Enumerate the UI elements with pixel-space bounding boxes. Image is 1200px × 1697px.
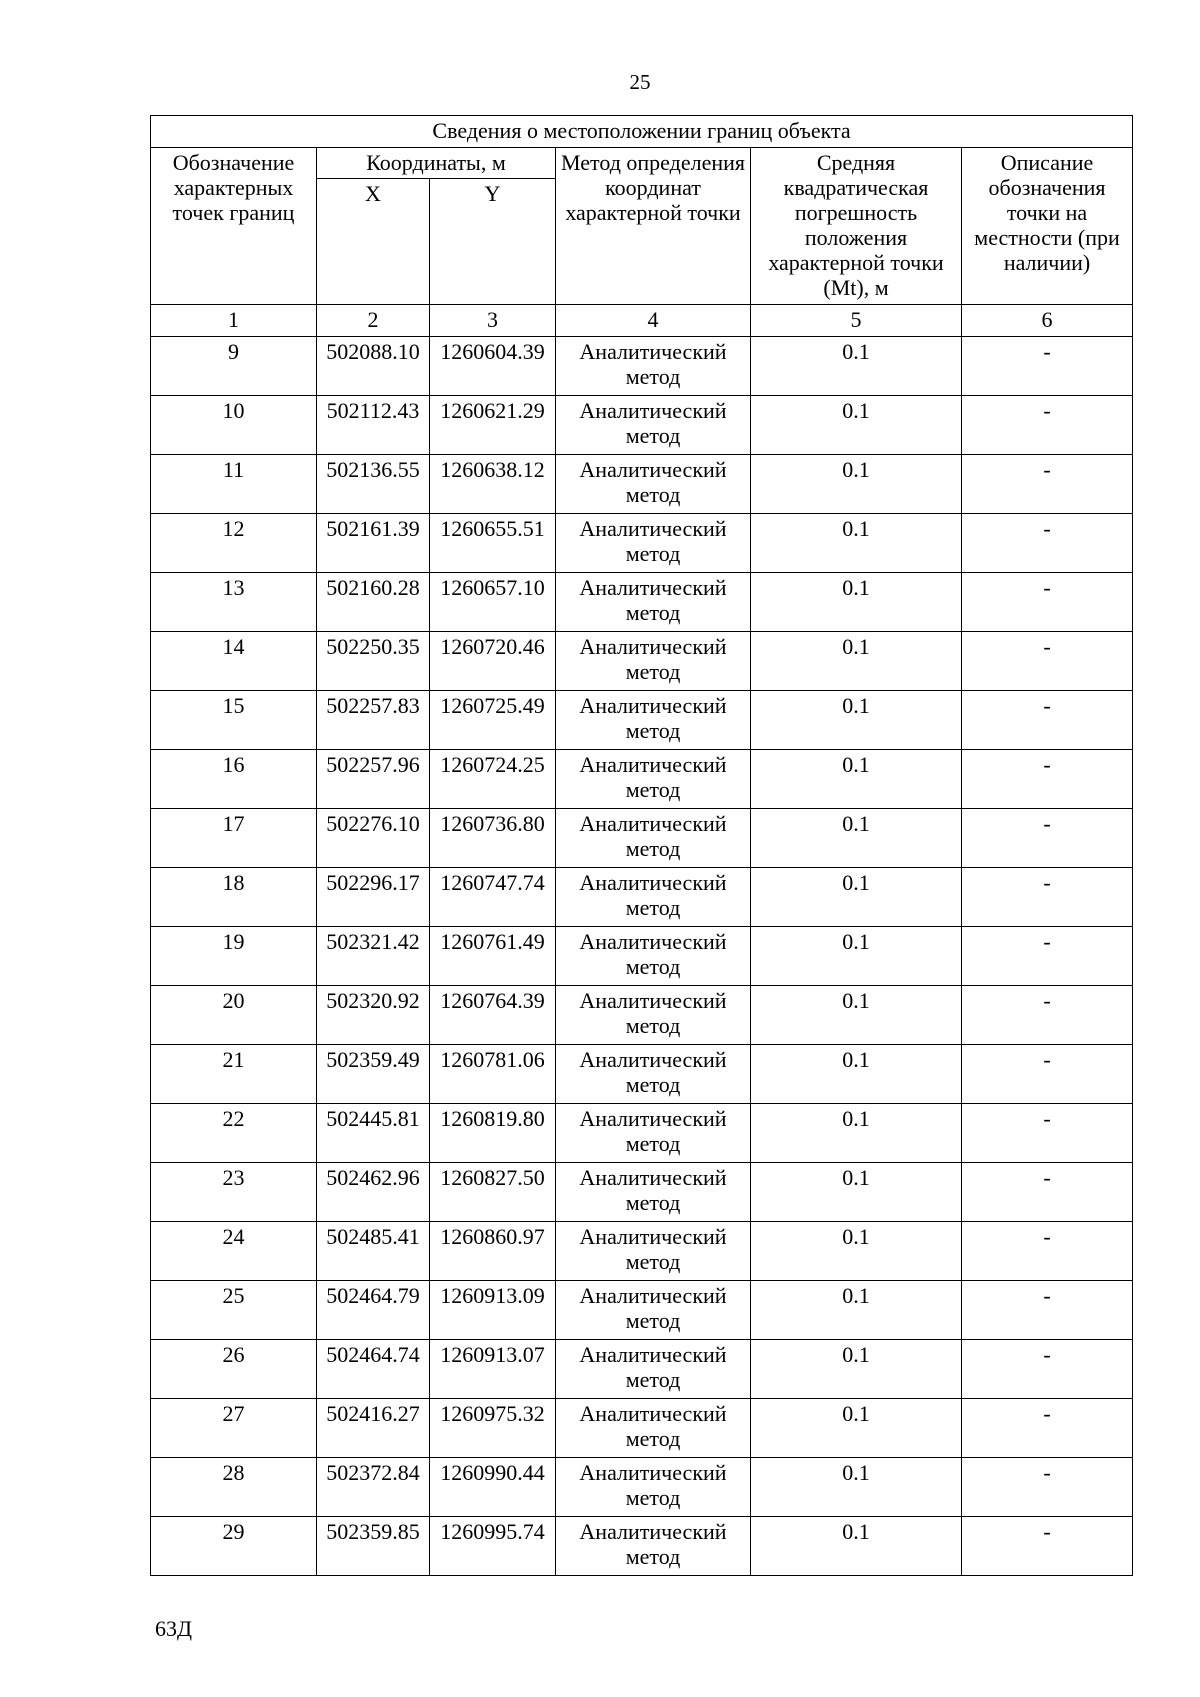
x-coordinate-cell: 502372.84 xyxy=(317,1458,430,1517)
header-description: Описание обозначения точки на местности (при наличии) xyxy=(962,148,1133,305)
method-cell: Аналитический метод xyxy=(556,1517,751,1576)
method-cell: Аналитический метод xyxy=(556,927,751,986)
point-cell: 22 xyxy=(151,1104,317,1163)
table-row xyxy=(151,750,1133,809)
description-cell: - xyxy=(962,809,1133,868)
x-coordinate-cell: 502276.10 xyxy=(317,809,430,868)
method-cell: Аналитический метод xyxy=(556,337,751,396)
description-cell: - xyxy=(962,1163,1133,1222)
error-cell: 0.1 xyxy=(751,1458,962,1517)
error-cell: 0.1 xyxy=(751,691,962,750)
table-row xyxy=(151,927,1133,986)
column-number: 6 xyxy=(962,305,1133,337)
error-cell: 0.1 xyxy=(751,632,962,691)
point-cell: 18 xyxy=(151,868,317,927)
y-coordinate-cell: 1260657.10 xyxy=(430,573,556,632)
point-cell: 11 xyxy=(151,455,317,514)
table-row xyxy=(151,1340,1133,1399)
header-y: Y xyxy=(430,179,556,305)
error-cell: 0.1 xyxy=(751,868,962,927)
point-cell: 29 xyxy=(151,1517,317,1576)
error-cell: 0.1 xyxy=(751,455,962,514)
method-cell: Аналитический метод xyxy=(556,632,751,691)
x-coordinate-cell: 502445.81 xyxy=(317,1104,430,1163)
column-numbers-row xyxy=(151,305,1133,337)
description-cell: - xyxy=(962,337,1133,396)
y-coordinate-cell: 1260655.51 xyxy=(430,514,556,573)
y-coordinate-cell: 1260747.74 xyxy=(430,868,556,927)
table-row xyxy=(151,1399,1133,1458)
y-coordinate-cell: 1260827.50 xyxy=(430,1163,556,1222)
error-cell: 0.1 xyxy=(751,573,962,632)
x-coordinate-cell: 502257.83 xyxy=(317,691,430,750)
y-coordinate-cell: 1260724.25 xyxy=(430,750,556,809)
description-cell: - xyxy=(962,1045,1133,1104)
description-cell: - xyxy=(962,750,1133,809)
boundary-coordinates-table xyxy=(150,115,1133,1576)
x-coordinate-cell: 502257.96 xyxy=(317,750,430,809)
table-row xyxy=(151,337,1133,396)
table-body xyxy=(151,337,1133,1576)
y-coordinate-cell: 1260621.29 xyxy=(430,396,556,455)
table-row xyxy=(151,1222,1133,1281)
x-coordinate-cell: 502464.74 xyxy=(317,1340,430,1399)
y-coordinate-cell: 1260638.12 xyxy=(430,455,556,514)
header-coordinates: Координаты, м xyxy=(317,148,556,179)
error-cell: 0.1 xyxy=(751,809,962,868)
table-row xyxy=(151,691,1133,750)
point-cell: 16 xyxy=(151,750,317,809)
x-coordinate-cell: 502359.49 xyxy=(317,1045,430,1104)
table-row xyxy=(151,809,1133,868)
description-cell: - xyxy=(962,396,1133,455)
error-cell: 0.1 xyxy=(751,750,962,809)
point-cell: 12 xyxy=(151,514,317,573)
description-cell: - xyxy=(962,455,1133,514)
table-row xyxy=(151,1517,1133,1576)
y-coordinate-cell: 1260720.46 xyxy=(430,632,556,691)
y-coordinate-cell: 1260995.74 xyxy=(430,1517,556,1576)
method-cell: Аналитический метод xyxy=(556,573,751,632)
x-coordinate-cell: 502416.27 xyxy=(317,1399,430,1458)
y-coordinate-cell: 1260761.49 xyxy=(430,927,556,986)
x-coordinate-cell: 502462.96 xyxy=(317,1163,430,1222)
table-row xyxy=(151,1045,1133,1104)
error-cell: 0.1 xyxy=(751,396,962,455)
description-cell: - xyxy=(962,1399,1133,1458)
header-point: Обозначение характерных точек границ xyxy=(151,148,317,305)
error-cell: 0.1 xyxy=(751,1340,962,1399)
method-cell: Аналитический метод xyxy=(556,809,751,868)
table-row xyxy=(151,1104,1133,1163)
method-cell: Аналитический метод xyxy=(556,691,751,750)
description-cell: - xyxy=(962,573,1133,632)
header-error: Средняя квадратическая погрешность положения характерной точки (Mt), м xyxy=(751,148,962,305)
y-coordinate-cell: 1260781.06 xyxy=(430,1045,556,1104)
description-cell: - xyxy=(962,868,1133,927)
x-coordinate-cell: 502464.79 xyxy=(317,1281,430,1340)
x-coordinate-cell: 502320.92 xyxy=(317,986,430,1045)
y-coordinate-cell: 1260913.09 xyxy=(430,1281,556,1340)
y-coordinate-cell: 1260725.49 xyxy=(430,691,556,750)
error-cell: 0.1 xyxy=(751,927,962,986)
point-cell: 28 xyxy=(151,1458,317,1517)
table-row xyxy=(151,986,1133,1045)
table-row xyxy=(151,1281,1133,1340)
error-cell: 0.1 xyxy=(751,1281,962,1340)
x-coordinate-cell: 502112.43 xyxy=(317,396,430,455)
table-row xyxy=(151,514,1133,573)
page-number: 25 xyxy=(629,70,651,94)
point-cell: 20 xyxy=(151,986,317,1045)
error-cell: 0.1 xyxy=(751,1399,962,1458)
point-cell: 17 xyxy=(151,809,317,868)
description-cell: - xyxy=(962,1104,1133,1163)
table-row xyxy=(151,573,1133,632)
description-cell: - xyxy=(962,1458,1133,1517)
x-coordinate-cell: 502296.17 xyxy=(317,868,430,927)
method-cell: Аналитический метод xyxy=(556,1281,751,1340)
error-cell: 0.1 xyxy=(751,1045,962,1104)
point-cell: 10 xyxy=(151,396,317,455)
y-coordinate-cell: 1260860.97 xyxy=(430,1222,556,1281)
x-coordinate-cell: 502160.28 xyxy=(317,573,430,632)
error-cell: 0.1 xyxy=(751,1104,962,1163)
point-cell: 15 xyxy=(151,691,317,750)
y-coordinate-cell: 1260913.07 xyxy=(430,1340,556,1399)
point-cell: 25 xyxy=(151,1281,317,1340)
method-cell: Аналитический метод xyxy=(556,1104,751,1163)
table-row xyxy=(151,1458,1133,1517)
y-coordinate-cell: 1260736.80 xyxy=(430,809,556,868)
method-cell: Аналитический метод xyxy=(556,1045,751,1104)
column-number: 3 xyxy=(430,305,556,337)
table-row xyxy=(151,868,1133,927)
method-cell: Аналитический метод xyxy=(556,396,751,455)
description-cell: - xyxy=(962,1517,1133,1576)
point-cell: 19 xyxy=(151,927,317,986)
description-cell: - xyxy=(962,632,1133,691)
method-cell: Аналитический метод xyxy=(556,986,751,1045)
point-cell: 21 xyxy=(151,1045,317,1104)
y-coordinate-cell: 1260604.39 xyxy=(430,337,556,396)
table-row xyxy=(151,632,1133,691)
point-cell: 9 xyxy=(151,337,317,396)
x-coordinate-cell: 502359.85 xyxy=(317,1517,430,1576)
error-cell: 0.1 xyxy=(751,337,962,396)
column-number: 5 xyxy=(751,305,962,337)
point-cell: 14 xyxy=(151,632,317,691)
error-cell: 0.1 xyxy=(751,1517,962,1576)
method-cell: Аналитический метод xyxy=(556,1163,751,1222)
point-cell: 23 xyxy=(151,1163,317,1222)
y-coordinate-cell: 1260764.39 xyxy=(430,986,556,1045)
description-cell: - xyxy=(962,1340,1133,1399)
method-cell: Аналитический метод xyxy=(556,1340,751,1399)
x-coordinate-cell: 502321.42 xyxy=(317,927,430,986)
table-row xyxy=(151,396,1133,455)
table-title: Сведения о местоположении границ объекта xyxy=(151,116,1133,148)
description-cell: - xyxy=(962,1281,1133,1340)
point-cell: 26 xyxy=(151,1340,317,1399)
method-cell: Аналитический метод xyxy=(556,1399,751,1458)
column-number: 4 xyxy=(556,305,751,337)
error-cell: 0.1 xyxy=(751,986,962,1045)
method-cell: Аналитический метод xyxy=(556,750,751,809)
footer-code: 63Д xyxy=(155,1616,193,1641)
table-row xyxy=(151,1163,1133,1222)
description-cell: - xyxy=(962,1222,1133,1281)
column-number: 2 xyxy=(317,305,430,337)
error-cell: 0.1 xyxy=(751,1163,962,1222)
description-cell: - xyxy=(962,927,1133,986)
x-coordinate-cell: 502485.41 xyxy=(317,1222,430,1281)
y-coordinate-cell: 1260975.32 xyxy=(430,1399,556,1458)
y-coordinate-cell: 1260819.80 xyxy=(430,1104,556,1163)
method-cell: Аналитический метод xyxy=(556,1458,751,1517)
method-cell: Аналитический метод xyxy=(556,455,751,514)
method-cell: Аналитический метод xyxy=(556,514,751,573)
description-cell: - xyxy=(962,986,1133,1045)
x-coordinate-cell: 502161.39 xyxy=(317,514,430,573)
method-cell: Аналитический метод xyxy=(556,1222,751,1281)
point-cell: 27 xyxy=(151,1399,317,1458)
error-cell: 0.1 xyxy=(751,1222,962,1281)
x-coordinate-cell: 502250.35 xyxy=(317,632,430,691)
description-cell: - xyxy=(962,514,1133,573)
header-method: Метод определения координат характерной точки xyxy=(556,148,751,305)
column-number: 1 xyxy=(151,305,317,337)
error-cell: 0.1 xyxy=(751,514,962,573)
point-cell: 13 xyxy=(151,573,317,632)
x-coordinate-cell: 502136.55 xyxy=(317,455,430,514)
x-coordinate-cell: 502088.10 xyxy=(317,337,430,396)
method-cell: Аналитический метод xyxy=(556,868,751,927)
table-row xyxy=(151,455,1133,514)
description-cell: - xyxy=(962,691,1133,750)
point-cell: 24 xyxy=(151,1222,317,1281)
y-coordinate-cell: 1260990.44 xyxy=(430,1458,556,1517)
header-x: X xyxy=(317,179,430,305)
